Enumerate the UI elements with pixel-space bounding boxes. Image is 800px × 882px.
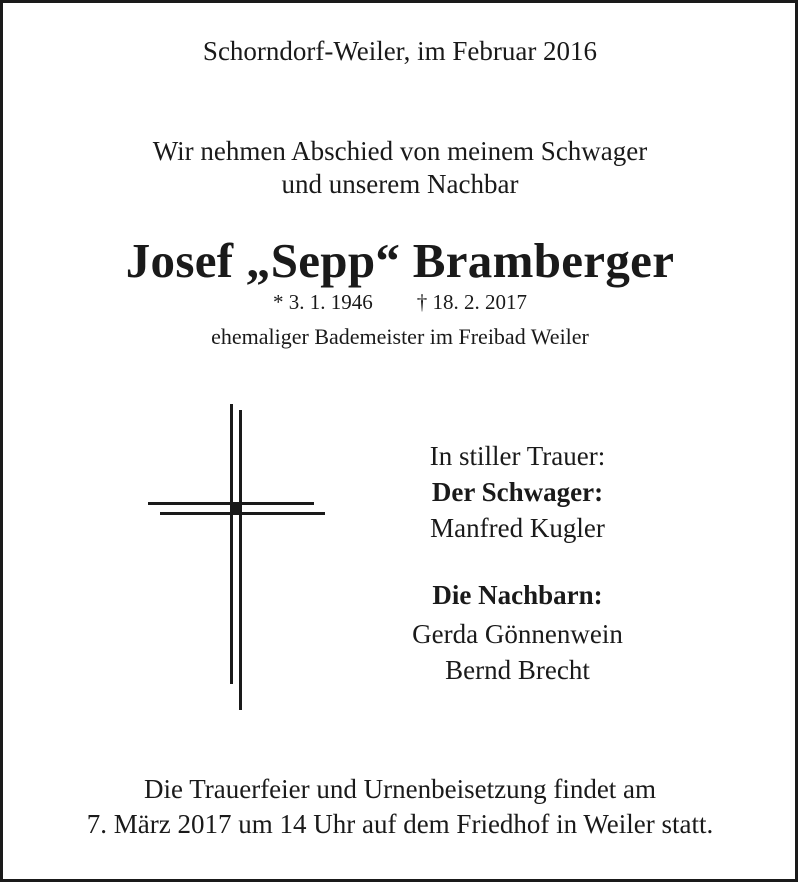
neighbors-label: [375, 577, 660, 613]
deceased-name: Josef „Sepp“ Bramberger: [125, 233, 675, 288]
death-date: † 18. 2. 2017: [416, 290, 527, 314]
intro-line-2: und unserem Nachbar: [281, 169, 519, 199]
neighbor-2: Bernd Brecht: [445, 655, 590, 685]
place-date: Schorndorf-Weiler, im Februar 2016: [202, 36, 598, 66]
mourners-block: [375, 438, 660, 546]
life-dates: [0, 290, 800, 315]
funeral-notice: [0, 772, 800, 842]
neighbor-1: Gerda Gönnenwein: [412, 619, 623, 649]
intro-text: [0, 135, 800, 201]
intro-line-1: Wir nehmen Abschied von meinem Schwager: [152, 136, 648, 166]
birth-date: * 3. 1. 1946: [273, 290, 373, 314]
funeral-line-1: Die Trauerfeier und Urnenbeisetzung findet am: [143, 774, 657, 804]
mourning-heading: In stiller Trauer:: [429, 441, 606, 471]
brother-in-law-name: Manfred Kugler: [430, 513, 605, 543]
funeral-line-2: 7. März 2017 um 14 Uhr auf dem Friedhof in Weiler statt.: [86, 809, 714, 839]
brother-in-law-label: Der Schwager:: [431, 477, 604, 507]
profession: ehemaliger Bademeister im Freibad Weiler: [211, 324, 589, 349]
neighbors-list: [375, 616, 660, 688]
neighbors-label-text: Die Nachbarn:: [432, 580, 603, 610]
